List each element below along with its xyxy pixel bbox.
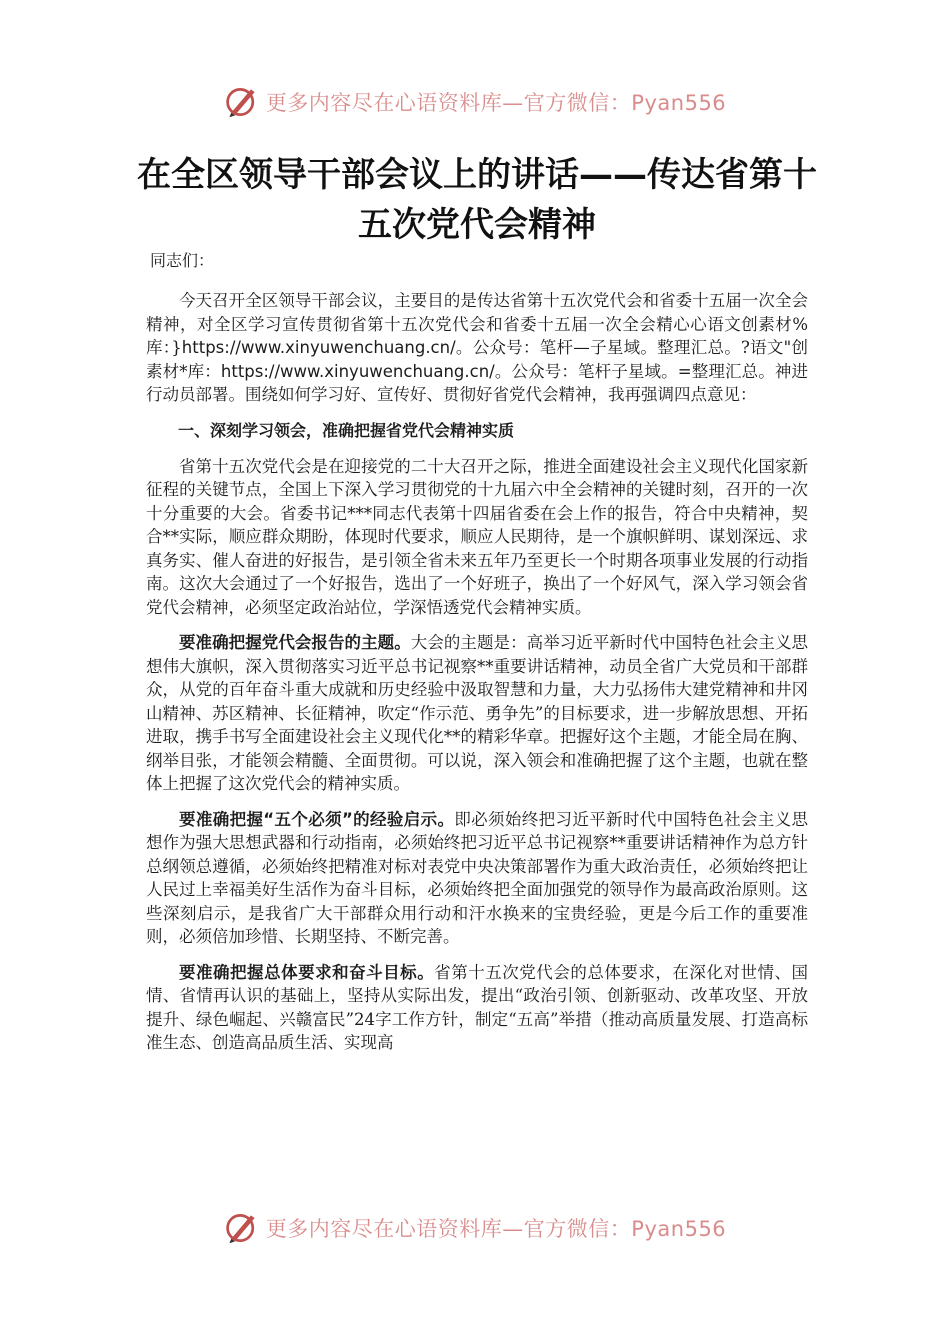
intro-text-1: 今天召开全区领导干部会议，主要目的是传达省第十五次党代会和省委十五届一次全会精神，对全区学习宣传贯彻省第十五次党代会和省委十五届一次全会精心心语文创素材%库：} [146, 291, 808, 357]
header-banner [0, 82, 950, 122]
pen-logo-icon [224, 84, 260, 120]
section-heading: 一、深刻学习领会，准确把握省党代会精神实质 [178, 420, 515, 440]
paragraph-4 [146, 961, 808, 1055]
document-title: 在全区领导干部会议上的讲话——传达省第十五次党代会精神 [137, 155, 817, 245]
paragraph-3-text: 即必须始终把习近平新时代中国特色社会主义思想作为强大思想武器和行动指南，必须始终把习近平总书记视察**重要讲话精神作为总方针总纲领总遵循，必须始终把精准对标对表党中央决策部署作为重大政治责任，必须始终把让人民过上幸福美好生活作为奋斗目标，必须始终把全面加强党的领导作为最高政治原则。这些深刻启示，是我省广大干部群众用行动和汗水换来的宝贵经验，更是今后工作的重要准则，必须倍加珍惜、长期坚持、不断完善。 [146, 809, 808, 946]
salutation: 同志们： [150, 251, 215, 270]
paragraph-4-lead: 要准确把握总体要求和奋斗目标。 [179, 962, 435, 982]
paragraph-2-lead: 要准确把握党代会报告的主题。 [179, 633, 411, 652]
paragraph-3 [146, 808, 808, 949]
paragraph-3-lead: 要准确把握“五个必须”的经验启示。 [179, 809, 455, 829]
banner-text: 更多内容尽在心语资料库—官方微信：Pyan556 [265, 1217, 727, 1241]
paragraph-2 [146, 631, 808, 796]
intro-text-2: 。公众号：笔杆—子星域。整理汇总。?语文"创素材*库： [146, 338, 809, 381]
footer-banner [0, 1208, 950, 1248]
paragraph-4-text: 省第十五次党代会的总体要求，在深化对世情、国情、省情再认识的基础上，坚持从实际出发，提出“政治引领、创新驱动、改革攻坚、开放提升、绿色崛起、兴赣富民”24字工作方针，制定“五高”举措（推动高质量发展、打造高标准生态、创造高品质生活、实现高 [146, 962, 809, 1052]
banner-text: 更多内容尽在心语资料库—官方微信：Pyan556 [265, 91, 727, 115]
document-body [137, 140, 817, 1067]
source-url-2: https://www.xinyuwenchuang.cn/ [220, 361, 495, 381]
source-url-1: https://www.xinyuwenchuang.cn/ [181, 338, 456, 357]
pen-logo-icon [224, 1210, 260, 1246]
paragraph-2-text: 大会的主题是：高举习近平新时代中国特色社会主义思想伟大旗帜，深入贯彻落实习近平总书记视察**重要讲话精神，动员全省广大党员和干部群众，从党的百年奋斗重大成就和历史经验中汲取智慧和力量，大力弘扬伟大建党精神和井冈山精神、苏区精神、长征精神，吹定“作示范、勇争先”的目标要求，进一步解放思想、开拓进取，携手书写全面建设社会主义现代化**的精彩华章。把握好这个主题，才能全局在胸、纲举目张，才能领会精髓、全面贯彻。可以说，深入领会和准确把握了这个主题，也就在整体上把握了这次党代会的精神实质。 [146, 633, 809, 793]
intro-text-3: 。公众号：笔杆子星域。=整理汇总。神进行动员部署。围绕如何学习好、宣传好、贯彻好省党代会精神，我再强调四点意见： [146, 361, 808, 404]
paragraph-1: 省第十五次党代会是在迎接党的二十大召开之际，推进全面建设社会主义现代化国家新征程的关键节点，全国上下深入学习贯彻党的十九届六中全会精神的关键时刻，召开的一次十分重要的大会。省委书记***同志代表第十四届省委在会上作的报告，符合中央精神，契合**实际，顺应群众期盼，体现时代要求，顺应人民期待，是一个旗帜鲜明、谋划深远、求真务实、催人奋进的好报告，是引领全省未来五年乃至更长一个时期各项事业发展的行动指南。这次大会通过了一个好报告，选出了一个好班子，换出了一个好风气，深入学习领会省党代会精神，必须坚定政治站位，学深悟透党代会精神实质。 [146, 456, 808, 617]
intro-paragraph [146, 289, 808, 407]
